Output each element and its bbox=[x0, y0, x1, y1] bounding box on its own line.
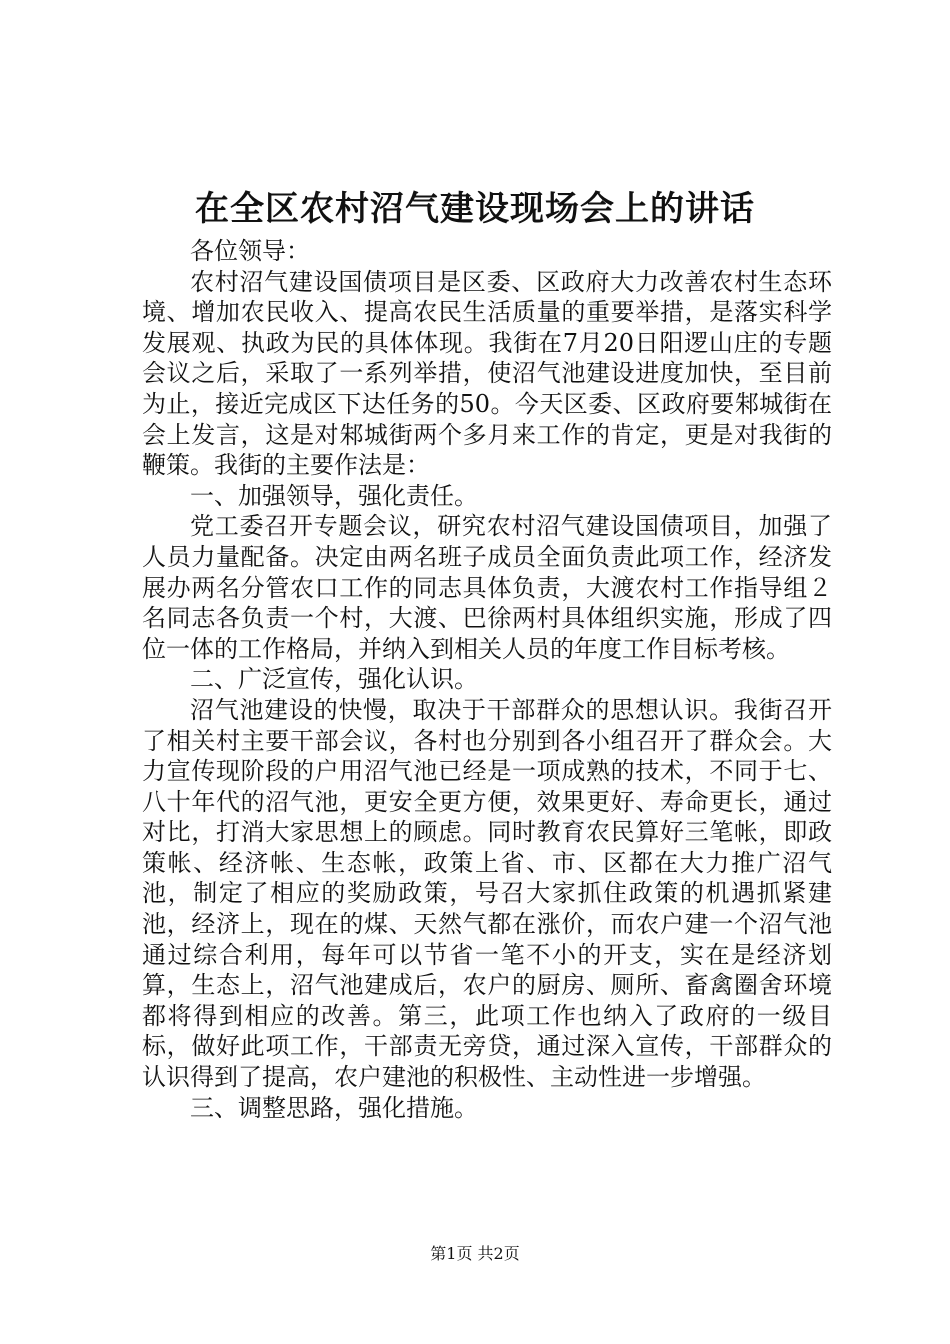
paragraph-section-1: 党工委召开专题会议，研究农村沼气建设国债项目，加强了人员力量配备。决定由两名班子成员全面负责此项工作，经济发展办两名分管农口工作的同志具体负责，大渡农村工作指导组２名同志各负责一个村，大渡、巴徐两村具体组织实施，形成了四位一体的工作格局，并纳入到相关人员的年度工作目标考核。 bbox=[142, 512, 832, 663]
document-title: 在全区农村沼气建设现场会上的讲话 bbox=[195, 189, 755, 229]
salutation: 各位领导： bbox=[190, 237, 310, 265]
section-heading-1: 一、加强领导，强化责任。 bbox=[190, 481, 478, 510]
page-number: 第1页 共2页 bbox=[430, 1244, 520, 1263]
section-heading-3: 三、调整思路，强化措施。 bbox=[190, 1093, 478, 1122]
document-body bbox=[142, 236, 832, 1123]
paragraph-section-2: 沼气池建设的快慢，取决于干部群众的思想认识。我街召开了相关村主要干部会议，各村也分别到各小组召开了群众会。大力宣传现阶段的户用沼气池已经是一项成熟的技术，不同于七、八十年代的沼气池，更安全更方便，效果更好、寿命更长，通过对比，打消大家思想上的顾虑。同时教育农民算好三笔帐，即政策帐、经济帐、生态帐，政策上省、市、区都在大力推广沼气池，制定了相应的奖励政策，号召大家抓住政策的机遇抓紧建池，经济上，现在的煤、天然气都在涨价，而农户建一个沼气池通过综合利用，每年可以节省一笔不小的开支，实在是经济划算，生态上，沼气池建成后，农户的厨房、厕所、畜禽圈舍环境都将得到相应的改善。第三，此项工作也纳入了政府的一级目标，做好此项工作，干部责无旁贷，通过深入宣传，干部群众的认识得到了提高，农户建池的积极性、主动性进一步增强。 bbox=[142, 695, 832, 1092]
paragraph-intro: 农村沼气建设国债项目是区委、区政府大力改善农村生态环境、增加农民收入、提高农民生活质量的重要举措，是落实科学发展观、执政为民的具体体现。我街在7月20日阳逻山庄的专题会议之后，采取了一系列举措，使沼气池建设进度加快，至目前为止，接近完成区下达任务的50。今天区委、区政府要邾城街在会上发言，这是对邾城街两个多月来工作的肯定，更是对我街的鞭策。我街的主要作法是： bbox=[142, 267, 832, 480]
section-heading-2: 二、广泛宣传，强化认识。 bbox=[190, 665, 478, 694]
